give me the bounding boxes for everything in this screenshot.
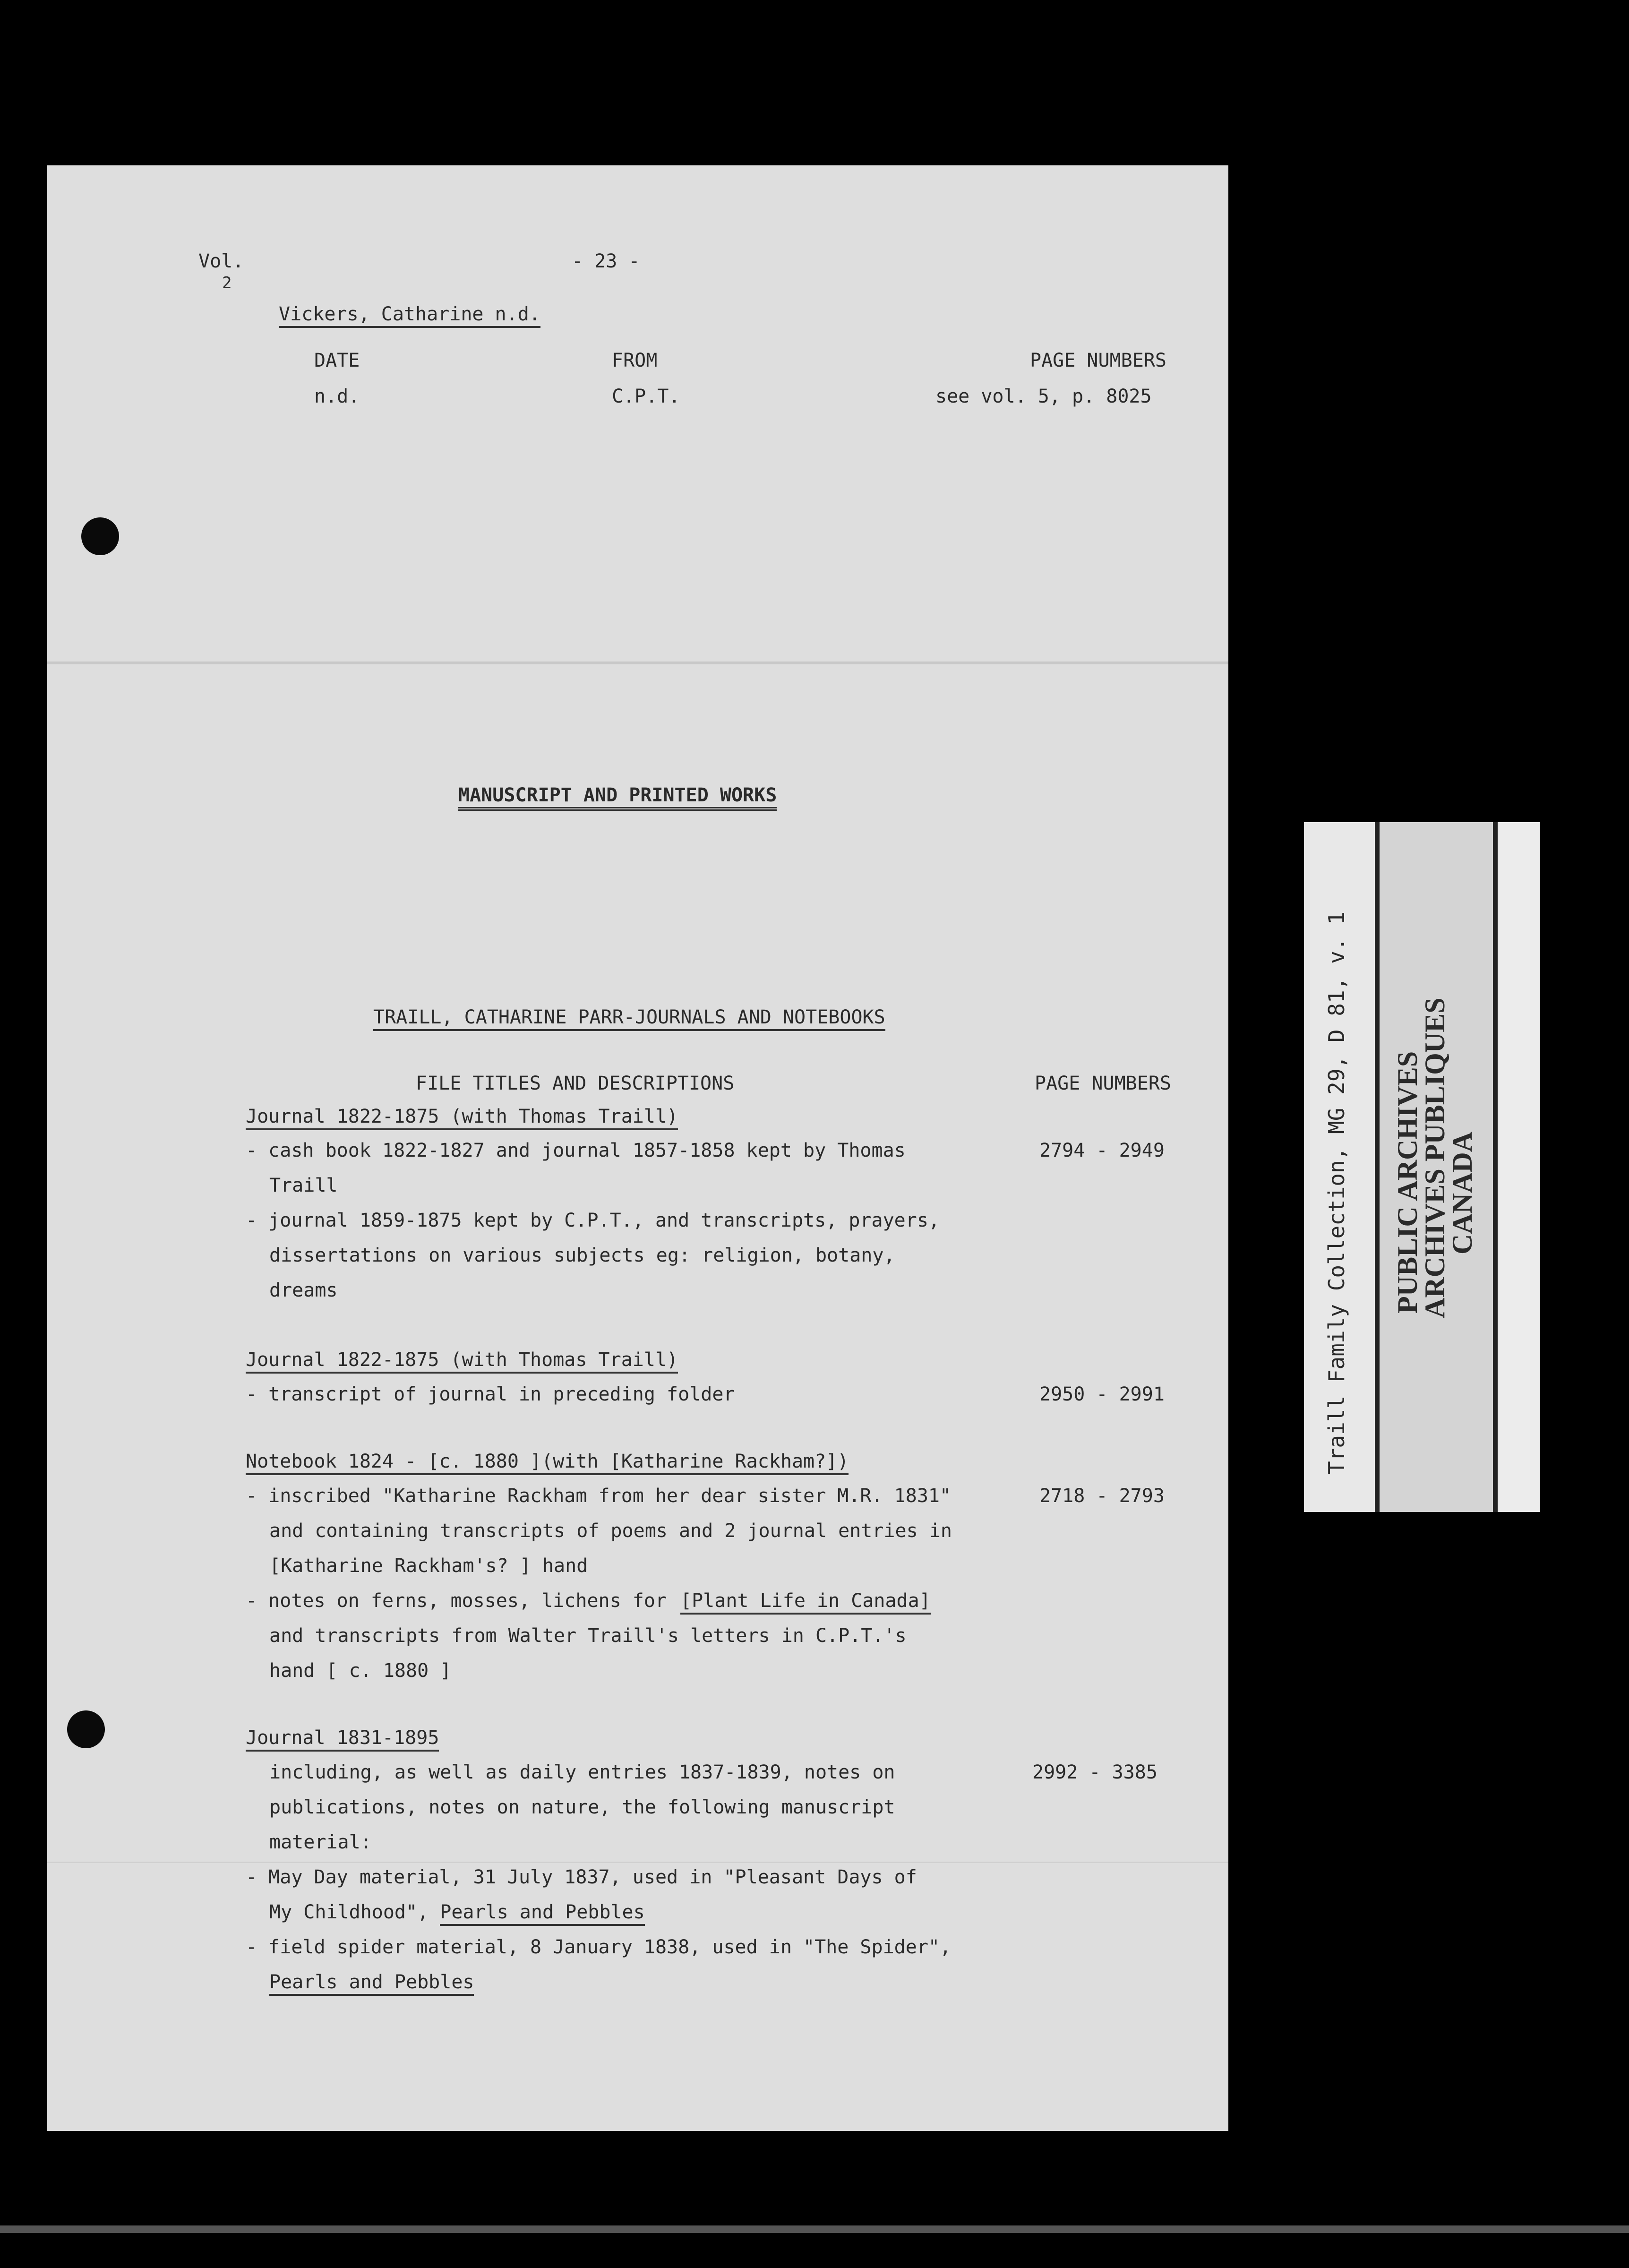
entry-3-line: - notes on ferns, mosses, lichens for (246, 1590, 667, 1612)
entry-3-title-bracket: [Katharine Rackham?] (609, 1451, 838, 1472)
entry-1-title: Journal 1822-1875 (with Thomas Traill) (246, 1106, 678, 1130)
page-fold-line (47, 662, 1228, 664)
label-divider (1375, 822, 1380, 1512)
entry-2-pages: 2950 - 2991 (1039, 1383, 1165, 1405)
entry-4-line: - field spider material, 8 January 1838, used in "The Spider", (246, 1936, 952, 1958)
row-from: C.P.T. (612, 386, 680, 407)
col-page-numbers-header: PAGE NUMBERS (1035, 1073, 1171, 1094)
entry-3-title-suffix: ) (837, 1451, 849, 1472)
entry-4-pages: 2992 - 3385 (1032, 1761, 1157, 1783)
entry-4-line: material: (269, 1831, 372, 1853)
row-pages: see vol. 5, p. 8025 (935, 386, 1152, 407)
entry-3-line: hand [ c. 1880 ] (269, 1660, 452, 1682)
entry-1-line: dissertations on various subjects eg: religion, botany, (269, 1245, 895, 1266)
archives-country: CANADA (1447, 1132, 1478, 1254)
entry-3-pages: 2718 - 2793 (1039, 1485, 1165, 1507)
entry-3-line: [Katharine Rackham's? ] hand (269, 1555, 588, 1577)
entry-4-line: including, as well as daily entries 1837-1839, notes on (269, 1761, 895, 1783)
vol-number: 2 (222, 274, 232, 292)
entry-2-title: Journal 1822-1875 (with Thomas Traill) (246, 1349, 678, 1374)
entry-1-line: Traill (269, 1175, 338, 1196)
page-number: - 23 - (572, 250, 640, 272)
entry-1-line: - journal 1859-1875 kept by C.P.T., and transcripts, prayers, (246, 1210, 940, 1231)
entry-3-title-prefix: Notebook 1824 - [c. 1880 ](with (246, 1451, 610, 1472)
subsection-title: TRAILL, CATHARINE PARR-JOURNALS AND NOTEBOOKS (373, 1006, 885, 1031)
entry-name: Vickers, Catharine n.d. (279, 303, 540, 328)
entry-3-line: and containing transcripts of poems and 2 journal entries in (269, 1520, 952, 1542)
entry-1-line: - cash book 1822-1827 and journal 1857-1858 kept by Thomas (246, 1140, 906, 1161)
entry-4-line (269, 1901, 645, 1923)
punch-hole (81, 517, 119, 555)
label-band (1498, 822, 1540, 1512)
archives-name-fr: ARCHIVES PUBLIQUES (1419, 997, 1450, 1318)
entry-4-line-text: My Childhood", (269, 1901, 440, 1923)
entry-4-line: publications, notes on nature, the following manuscript (269, 1796, 895, 1818)
entry-3-line: - inscribed "Katharine Rackham from her dear sister M.R. 1831" (246, 1485, 952, 1507)
entry-1-line: dreams (269, 1280, 338, 1301)
page-crease-line (47, 1862, 1228, 1863)
entry-3-book-title: [Plant Life in Canada] (680, 1590, 931, 1615)
archives-name-en: PUBLIC ARCHIVES (1392, 1051, 1423, 1314)
entry-3-line: and transcripts from Walter Traill's letters in C.P.T.'s (269, 1625, 907, 1647)
entry-3-title (246, 1451, 849, 1475)
section-title: MANUSCRIPT AND PRINTED WORKS (458, 784, 777, 811)
entry-4-book-title: Pearls and Pebbles (269, 1971, 474, 1996)
vol-label: Vol. (198, 250, 244, 272)
punch-hole (67, 1710, 105, 1748)
col-from-header: FROM (612, 350, 658, 371)
entry-1-pages: 2794 - 2949 (1039, 1140, 1165, 1161)
entry-4-line: - May Day material, 31 July 1837, used in "Pleasant Days of (246, 1866, 917, 1888)
col-titles-header: FILE TITLES AND DESCRIPTIONS (416, 1073, 735, 1094)
entry-4-book-title: Pearls and Pebbles (440, 1901, 644, 1926)
col-date-header: DATE (314, 350, 360, 371)
document-page (47, 165, 1228, 2131)
archive-label (1304, 822, 1540, 1512)
row-date: n.d. (314, 386, 360, 407)
film-edge-strip (0, 2225, 1629, 2233)
collection-reference: Traill Family Collection, MG 29, D 81, v. 1 (1324, 911, 1349, 1474)
entry-4-title: Journal 1831-1895 (246, 1727, 439, 1752)
col-pages-header: PAGE NUMBERS (1030, 350, 1166, 371)
entry-2-line: - transcript of journal in preceding folder (246, 1383, 735, 1405)
label-divider (1493, 822, 1498, 1512)
